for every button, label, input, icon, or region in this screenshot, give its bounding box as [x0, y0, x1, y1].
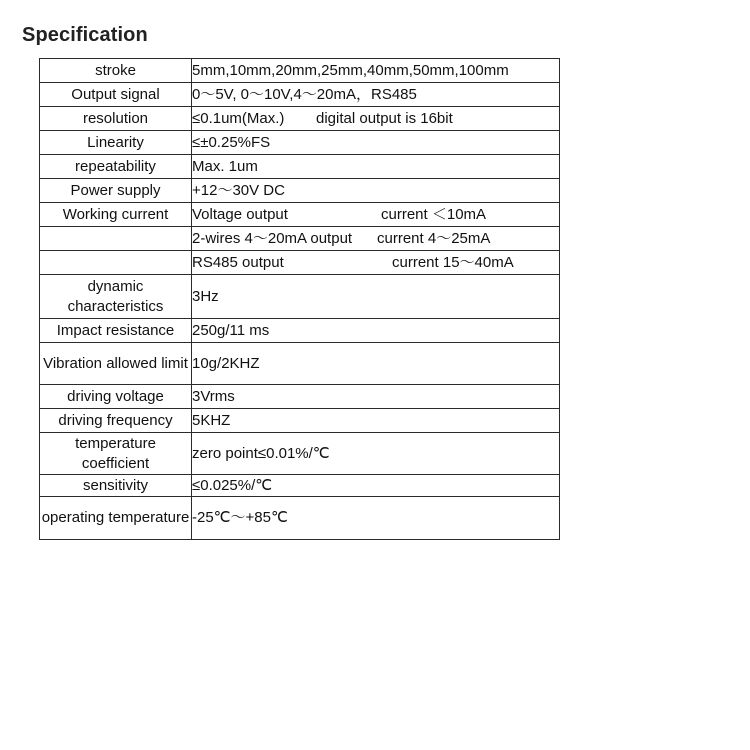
row-label: Power supply	[40, 179, 192, 203]
row-label: stroke	[40, 59, 192, 83]
row-label: Output signal	[40, 83, 192, 107]
specification-table	[39, 58, 560, 540]
row-value-part: digital output is 16bit	[316, 109, 453, 127]
table-row-dynamic-characteristics	[40, 275, 560, 319]
row-label: temperature coefficient	[40, 433, 192, 475]
row-value: ≤±0.25%FS	[192, 131, 560, 155]
table-row-driving-voltage	[40, 385, 560, 409]
row-value-part: current 4～25mA	[377, 229, 491, 247]
table-row-impact-resistance	[40, 319, 560, 343]
row-value: 3Vrms	[192, 385, 560, 409]
row-label: driving frequency	[40, 409, 192, 433]
row-label: Working current	[40, 203, 192, 227]
row-label: driving voltage	[40, 385, 192, 409]
row-value: 5mm,10mm,20mm,25mm,40mm,50mm,100mm	[192, 59, 560, 83]
table-row-stroke	[40, 59, 560, 83]
table-row-output-signal	[40, 83, 560, 107]
table-row-repeatability	[40, 155, 560, 179]
row-value: 250g/11 ms	[192, 319, 560, 343]
row-label: Linearity	[40, 131, 192, 155]
row-value-part: current 15～40mA	[392, 253, 514, 271]
row-label: repeatability	[40, 155, 192, 179]
row-label: operating temperature	[40, 497, 192, 540]
row-value: +12～30V DC	[192, 179, 560, 203]
row-value: 0～5V, 0～10V,4～20mA，RS485	[192, 83, 560, 107]
table-row-working-current	[40, 203, 560, 227]
table-row-operating-temperature	[40, 497, 560, 540]
row-label: dynamic characteristics	[40, 275, 192, 319]
row-value	[192, 107, 560, 131]
table-row-linearity	[40, 131, 560, 155]
row-label	[40, 251, 192, 275]
table-row-driving-frequency	[40, 409, 560, 433]
row-value	[192, 251, 560, 275]
table-row-vibration-limit	[40, 343, 560, 385]
row-value: -25℃～+85℃	[192, 497, 560, 540]
table-row-resolution	[40, 107, 560, 131]
row-label: resolution	[40, 107, 192, 131]
row-value-part: 2-wires 4～20mA output	[192, 229, 353, 247]
row-value: ≤0.025%/℃	[192, 475, 560, 497]
table-row-power-supply	[40, 179, 560, 203]
row-value	[192, 203, 560, 227]
row-value-part: current ＜10mA	[381, 205, 487, 223]
table-row-working-current-rs485	[40, 251, 560, 275]
row-label: sensitivity	[40, 475, 192, 497]
row-value-part: Voltage output	[192, 205, 288, 223]
row-value: 10g/2KHZ	[192, 343, 560, 385]
row-label: Vibration allowed limit	[40, 343, 192, 385]
row-value: zero point≤0.01%/℃	[192, 433, 560, 475]
row-value: 5KHZ	[192, 409, 560, 433]
row-value-part: ≤0.1um(Max.)	[192, 109, 285, 127]
row-label: Impact resistance	[40, 319, 192, 343]
table-row-working-current-2wire	[40, 227, 560, 251]
page-title: Specification	[22, 24, 148, 46]
row-label	[40, 227, 192, 251]
table-row-sensitivity	[40, 475, 560, 497]
row-value-part: RS485 output	[192, 253, 284, 271]
row-value: Max. 1um	[192, 155, 560, 179]
row-value	[192, 227, 560, 251]
table-row-temperature-coefficient	[40, 433, 560, 475]
row-value: 3Hz	[192, 275, 560, 319]
